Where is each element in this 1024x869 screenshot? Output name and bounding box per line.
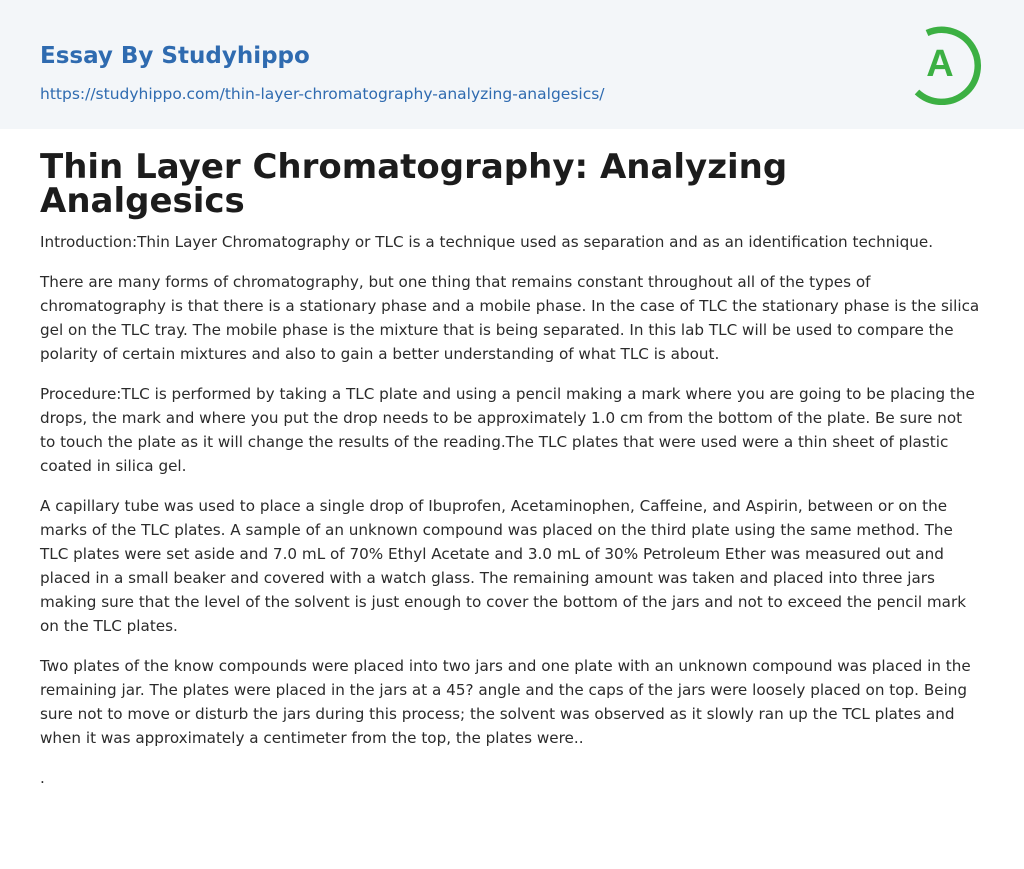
article-title: Thin Layer Chromatography: Analyzing Analgesics (40, 147, 788, 221)
paragraph-plates-in-jars: Two plates of the know compounds were placed into two jars and one plate with an unknown compound was placed in the remaining jar. The plates were placed in the jars at a 45? angle and the caps of the jars were loosely placed on top. Being sure not to move or disturb the jars during this process; the solvent was observed as it slowly ran up the TCL plates and when it was approximately a centimeter from the top, the plates were.. (40, 657, 971, 747)
paragraph-ellipsis: . (40, 769, 45, 787)
paragraph-procedure: Procedure:TLC is performed by taking a TLC plate and using a pencil making a mark where you are going to be placing the drops, the mark and where you put the drop needs to be approximately 1.0 cm from the bottom of the plate. Be sure not to touch the plate as it will change the results of the reading.The TLC plates that were used were a thin sheet of plastic coated in silica gel. (40, 385, 975, 475)
studyhippo-logo-icon[interactable] (911, 19, 987, 105)
source-url-link[interactable]: https://studyhippo.com/thin-layer-chromatography-analyzing-analgesics/ (40, 85, 605, 103)
brand-title[interactable]: Essay By Studyhippo (40, 43, 310, 69)
article (40, 147, 980, 790)
page-header (0, 0, 1024, 129)
paragraph-chromatography-forms: There are many forms of chromatography, but one thing that remains constant throughout all of the types of chromatography is that there is a stationary phase and a mobile phase. In the case of TLC the stationary phase is the silica gel on the TLC tray. The mobile phase is the mixture that is being separated. In this lab TLC will be used to compare the polarity of certain mixtures and also to gain a better understanding of what TLC is about. (40, 273, 980, 363)
paragraph-introduction: Introduction:Thin Layer Chromatography or TLC is a technique used as separation and as an identification technique. (40, 233, 934, 251)
logo-letter: A (926, 43, 954, 85)
paragraph-capillary-tube: A capillary tube was used to place a single drop of Ibuprofen, Acetaminophen, Caffeine, and Aspirin, between or on the marks of the TLC plates. A sample of an unknown compound was placed on the third plate using the same method. The TLC plates were set aside and 7.0 mL of 70% Ethyl Acetate and 3.0 mL of 30% Petroleum Ether was measured out and placed in a small beaker and covered with a watch glass. The remaining amount was taken and placed into three jars making sure that the level of the solvent is just enough to cover the bottom of the jars and not to exceed the pencil mark on the TLC plates. (40, 497, 967, 635)
